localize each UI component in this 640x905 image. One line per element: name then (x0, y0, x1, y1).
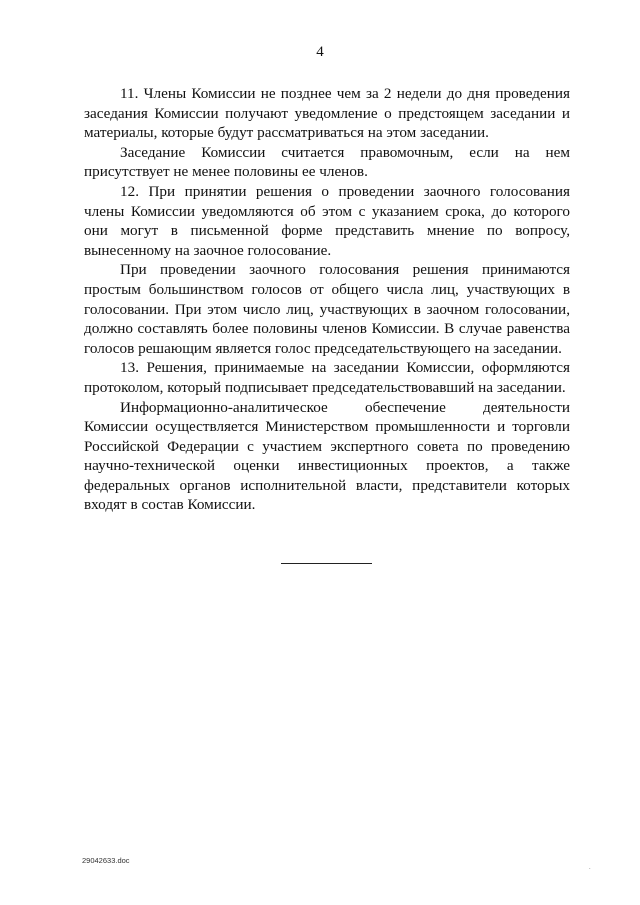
paragraph-item-12: 12. При принятии решения о проведении заочного голосования члены Комиссии уведомляются об этом с указанием срока, до которого они могут в письменной форме представить мнение по вопросу, вынесенному на заочное голосование. (84, 182, 570, 259)
paragraph-item-13: 13. Решения, принимаемые на заседании Комиссии, оформляются протоколом, который подписывает председательствовавший на заседании. (84, 359, 570, 396)
document-body (84, 84, 570, 515)
footer-filename: 29042633.doc (82, 856, 130, 865)
footer-mark: . (589, 865, 591, 871)
paragraph-information-support: Информационно-аналитическое обеспечение деятельности Комиссии осуществляется Министерством промышленности и торговли Российской Федерации с участием экспертного совета по проведению научно-технической оценки инвестиционных проектов, а также федеральных органов исполнительной власти, представители которых входят в состав Комиссии. (84, 398, 570, 514)
end-of-text-separator (281, 563, 372, 564)
paragraph-item-11: 11. Члены Комиссии не позднее чем за 2 недели до дня проведения заседания Комиссии получают уведомление о предстоящем заседании и материалы, которые будут рассматриваться на этом заседании. (84, 85, 570, 142)
page-number: 4 (316, 44, 324, 60)
paragraph-absentee-voting: При проведении заочного голосования решения принимаются простым большинством голосов от общего числа лиц, участвующих в голосовании. При этом число лиц, участвующих в заочном голосовании, должно составлять более половины членов Комиссии. В случае равенства голосов решающим является голос председательствующего на заседании. (84, 261, 570, 357)
paragraph-quorum: Заседание Комиссии считается правомочным, если на нем присутствует не менее половины ее членов. (84, 143, 570, 181)
